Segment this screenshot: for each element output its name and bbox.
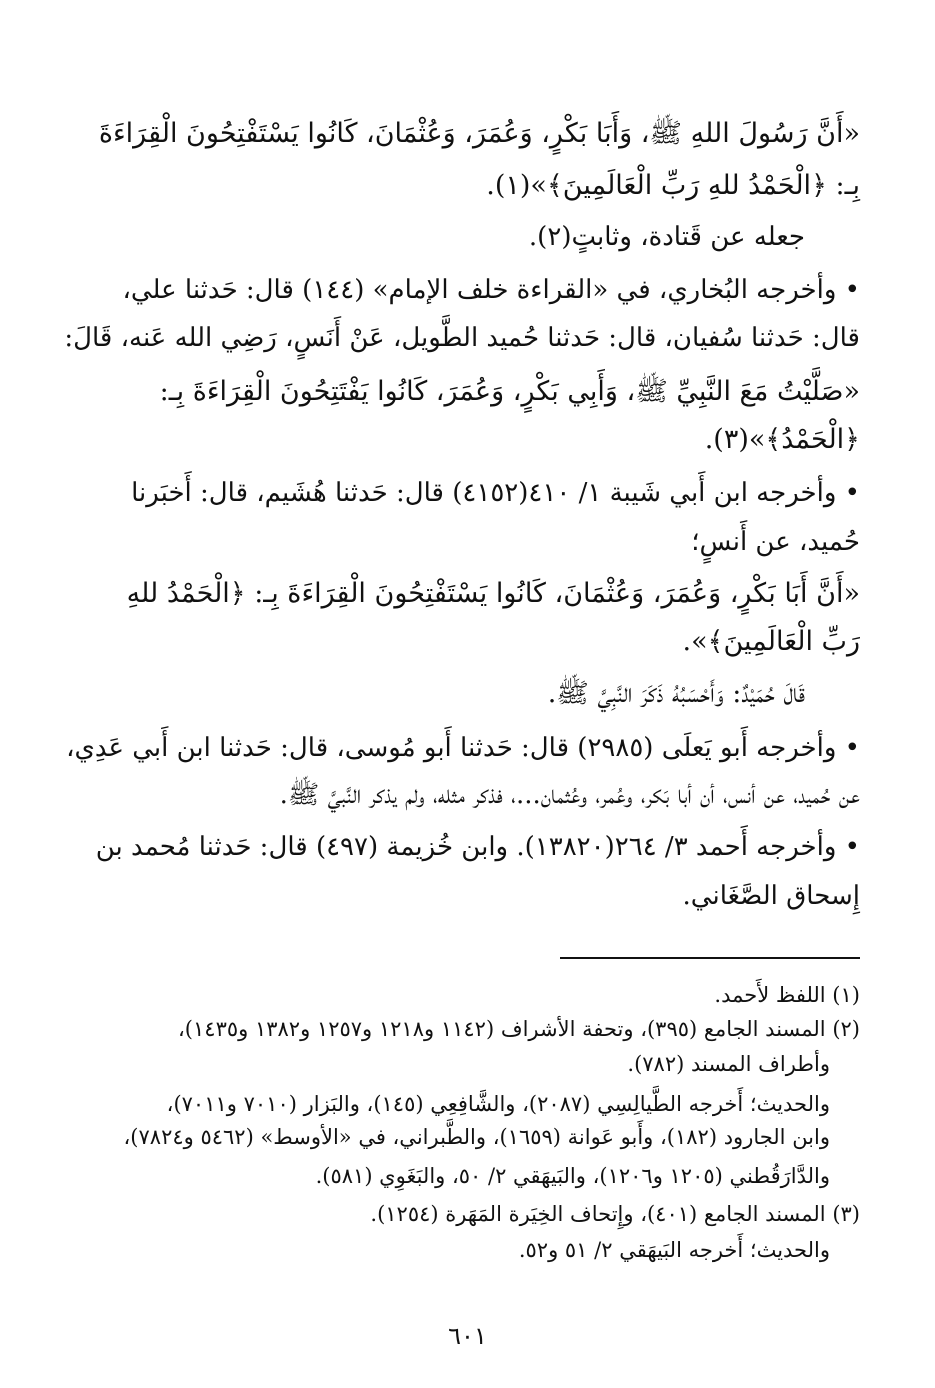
quote-line: «صَلَّيْتُ مَعَ النَّبِيِّ ﷺ، وَأَبِي بَكْرٍ، وَعُمَرَ، كَانُوا يَفْتَتِحُونَ الْقِرَاءَةَ بِـ: xyxy=(159,376,860,407)
quote-line: «أَنَّ أَبَا بَكْرٍ، وَعُمَرَ، وَعُثْمَانَ، كَانُوا يَسْتَفْتِحُونَ الْقِرَاءَةَ بِـ: ﴿الْحَمْدُ للهِ xyxy=(126,578,860,609)
footnote-line: (٢) المسند الجامع (٣٩٥)، وتحفة الأشراف (١١٤٢ و١٢١٨ و١٢٥٧ و١٣٨٢ و١٤٣٥)، xyxy=(178,1017,860,1041)
quote-line: رَبِّ الْعَالَمِينَ﴾». xyxy=(682,626,860,657)
footnote-divider xyxy=(560,957,860,959)
footnote-line: والحديث؛ أَخرجه الطَّيالِسِي (٢٠٨٧)، والشَّافِعِي (١٤٥)، والبَزار (٧٠١٠ و٧٠١١)، xyxy=(166,1092,830,1116)
text-line: عن حُميد، عن أنس، أن أبا بَكر، وعُمر، وعُثمان...، فذكر مثله، ولم يذكر النَّبيَّ ﷺ. xyxy=(279,780,860,810)
text-line: إِسحاق الصَّغَاني. xyxy=(682,881,860,911)
quote-line: بِـ: ﴿الْحَمْدُ للهِ رَبِّ الْعَالَمِينَ﴾»(١). xyxy=(486,170,860,201)
quote-line: «أَنَّ رَسُولَ اللهِ ﷺ، وَأَبَا بَكْرٍ، وَعُمَرَ، وَعُثْمَانَ، كَانُوا يَسْتَفْتِحُونَ الْقِرَاءَةَ xyxy=(98,118,860,149)
text-line: قال: حَدثنا سُفيان، قال: حَدثنا حُميد الطَّويل، عَنْ أَنَسٍ، رَضِي الله عَنه، قَالَ: xyxy=(64,323,860,353)
footnote-line: (٣) المسند الجامع (٤٠١)، وإِتحاف الخِيَرة المَهَرة (١٢٥٤). xyxy=(370,1202,860,1226)
quote-line: ﴿الْحَمْدُ﴾»(٣). xyxy=(704,424,860,455)
text-line: • وأخرجه ابن أَبي شَيبة ١/ ٤١٠(٤١٥٢) قال: حَدثنا هُشَيم، قال: أَخبَرنا xyxy=(131,478,860,508)
quote-line: قَالَ حُمَيْدٌ: وَأَحْسَبُهُ ذَكَرَ النَّبِيَّ ﷺ. xyxy=(547,678,805,709)
text-line: • وأخرجه أَحمد ٣/ ٢٦٤(١٣٨٢٠). وابن خُزيمة (٤٩٧) قال: حَدثنا مُحمد بن xyxy=(95,832,860,862)
footnote-line: وابن الجارود (١٨٢)، وأَبو عَوانة (١٦٥٩)، والطَّبراني، في «الأوسط» (٥٤٦٢ و٧٨٢٤)، xyxy=(123,1125,830,1149)
footnote-line: والدَّارَقُطني (١٢٠٥ و١٢٠٦)، والبَيهَقي ٢/ ٥٠، والبَغَوِي (٥٨١). xyxy=(315,1164,830,1188)
text-line: • وأخرجه أَبو يَعلَى (٢٩٨٥) قال: حَدثنا أَبو مُوسى، قال: حَدثنا ابن أَبي عَدِي، xyxy=(66,733,860,763)
text-line: حُميد، عن أَنسٍ؛ xyxy=(691,527,860,557)
footnote-line: وأطراف المسند (٧٨٢). xyxy=(627,1052,830,1076)
footnote-line: والحديث؛ أَخرجه البَيهَقي ٢/ ٥١ و٥٢. xyxy=(518,1238,830,1262)
text-line: • وأخرجه البُخاري، في «القراءة خلف الإمام» (١٤٤) قال: حَدثنا علي، xyxy=(122,275,860,305)
footnote-line: (١) اللفظ لأَحمد. xyxy=(714,983,860,1007)
page-number: ٦٠١ xyxy=(448,1322,487,1350)
text-line: جعله عن قَتادة، وثابتٍ(٢). xyxy=(528,222,805,252)
